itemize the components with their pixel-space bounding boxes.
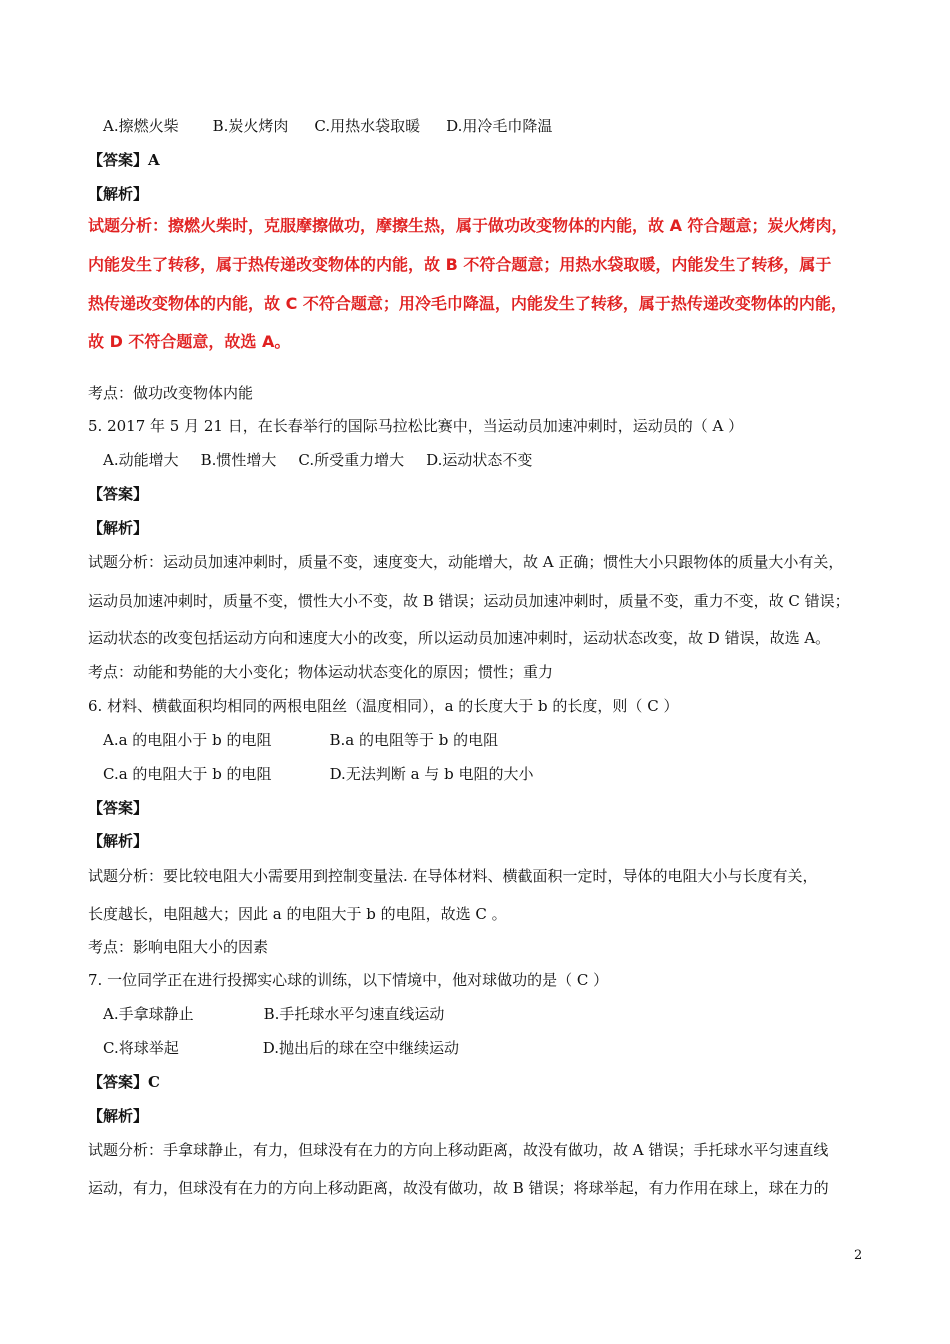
q6-analysis-line-1: 试题分析：要比较电阻大小需要用到控制变量法. 在导体材料、横截面积一定时，导体的电阻大小与长度有关， — [88, 867, 818, 885]
q6-options-row-1 — [103, 730, 498, 750]
q5-option-a: A.动能增大 — [103, 451, 179, 469]
q5-answer: 【答案】 — [88, 485, 149, 503]
q5-stem: 5. 2017 年 5 月 21 日，在长春举行的国际马拉松比赛中，当运动员加速冲刺时，运动员的（ A ） — [88, 417, 744, 435]
q7-answer: 【答案】C — [88, 1073, 160, 1091]
q7-option-d: D.抛出后的球在空中继续运动 — [262, 1039, 459, 1057]
q6-options-row-2 — [103, 764, 533, 784]
q4-option-b: B.炭火烤肉 — [212, 117, 289, 135]
q4-option-a: A.擦燃火柴 — [103, 117, 179, 135]
q4-answer: 【答案】A — [88, 151, 160, 169]
q7-analysis-line-1: 试题分析：手拿球静止，有力，但球没有在力的方向上移动距离，故没有做功，故 A 错误；手托球水平匀速直线 — [88, 1141, 829, 1159]
q5-analysis-line-2: 运动员加速冲刺时，质量不变，惯性大小不变，故 B 错误；运动员加速冲刺时，质量不变，重力不变，故 C 错误； — [88, 592, 850, 610]
q5-point: 考点：动能和势能的大小变化；物体运动状态变化的原因；惯性；重力 — [88, 663, 554, 681]
q5-analysis-line-1: 试题分析：运动员加速冲刺时，质量不变，速度变大，动能增大，故 A 正确；惯性大小只跟物体的质量大小有关， — [88, 553, 844, 571]
q4-point: 考点：做功改变物体内能 — [88, 384, 254, 402]
q7-option-a: A.手拿球静止 — [103, 1005, 194, 1023]
q6-analysis-label: 【解析】 — [88, 832, 149, 850]
q4-analysis-label: 【解析】 — [88, 185, 149, 203]
q4-option-c: C.用热水袋取暖 — [314, 117, 421, 135]
q6-option-b: B.a 的电阻等于 b 的电阻 — [329, 731, 499, 749]
q7-options-row-2 — [103, 1038, 459, 1058]
q5-option-c: C.所受重力增大 — [298, 451, 405, 469]
q7-options-row-1 — [103, 1004, 444, 1024]
q4-analysis-line-3: 热传递改变物体的内能，故 C 不符合题意；用冷毛巾降温，内能发生了转移，属于热传递改变物体的内能， — [88, 294, 847, 313]
q5-analysis-line-3: 运动状态的改变包括运动方向和速度大小的改变，所以运动员加速冲刺时，运动状态改变，故 D 错误，故选 A。 — [88, 629, 831, 647]
q5-analysis-label: 【解析】 — [88, 519, 149, 537]
q5-option-b: B.惯性增大 — [200, 451, 277, 469]
q6-stem: 6. 材料、横截面积均相同的两根电阻丝（温度相同），a 的长度大于 b 的长度，则（ C ） — [88, 697, 679, 715]
q7-stem: 7. 一位同学正在进行投掷实心球的训练，以下情境中，他对球做功的是（ C ） — [88, 971, 609, 989]
q5-option-d: D.运动状态不变 — [426, 451, 533, 469]
q6-option-c: C.a 的电阻大于 b 的电阻 — [103, 765, 272, 783]
q4-option-d: D.用冷毛巾降温 — [446, 117, 553, 135]
q4-analysis-line-4: 故 D 不符合题意，故选 A。 — [88, 332, 291, 351]
page-number: 2 — [854, 1248, 863, 1263]
q4-analysis-line-2: 内能发生了转移，属于热传递改变物体的内能，故 B 不符合题意；用热水袋取暖，内能发生了转移，属于 — [88, 255, 832, 274]
q4-options — [103, 116, 552, 136]
q7-option-b: B.手托球水平匀速直线运动 — [263, 1005, 445, 1023]
q7-analysis-label: 【解析】 — [88, 1107, 149, 1125]
q5-options — [103, 450, 532, 470]
q6-point: 考点：影响电阻大小的因素 — [88, 938, 269, 956]
q4-analysis-line-1: 试题分析：擦燃火柴时，克服摩擦做功，摩擦生热，属于做功改变物体的内能，故 A 符合题意；炭火烤肉， — [88, 216, 848, 235]
q7-option-c: C.将球举起 — [103, 1039, 179, 1057]
q6-analysis-line-2: 长度越长，电阻越大；因此 a 的电阻大于 b 的电阻，故选 C 。 — [88, 905, 507, 923]
q6-answer: 【答案】 — [88, 799, 149, 817]
q6-option-d: D.无法判断 a 与 b 电阻的大小 — [329, 765, 534, 783]
q7-analysis-line-2: 运动，有力，但球没有在力的方向上移动距离，故没有做功，故 B 错误；将球举起，有力作用在球上，球在力的 — [88, 1179, 829, 1197]
q6-option-a: A.a 的电阻小于 b 的电阻 — [103, 731, 272, 749]
